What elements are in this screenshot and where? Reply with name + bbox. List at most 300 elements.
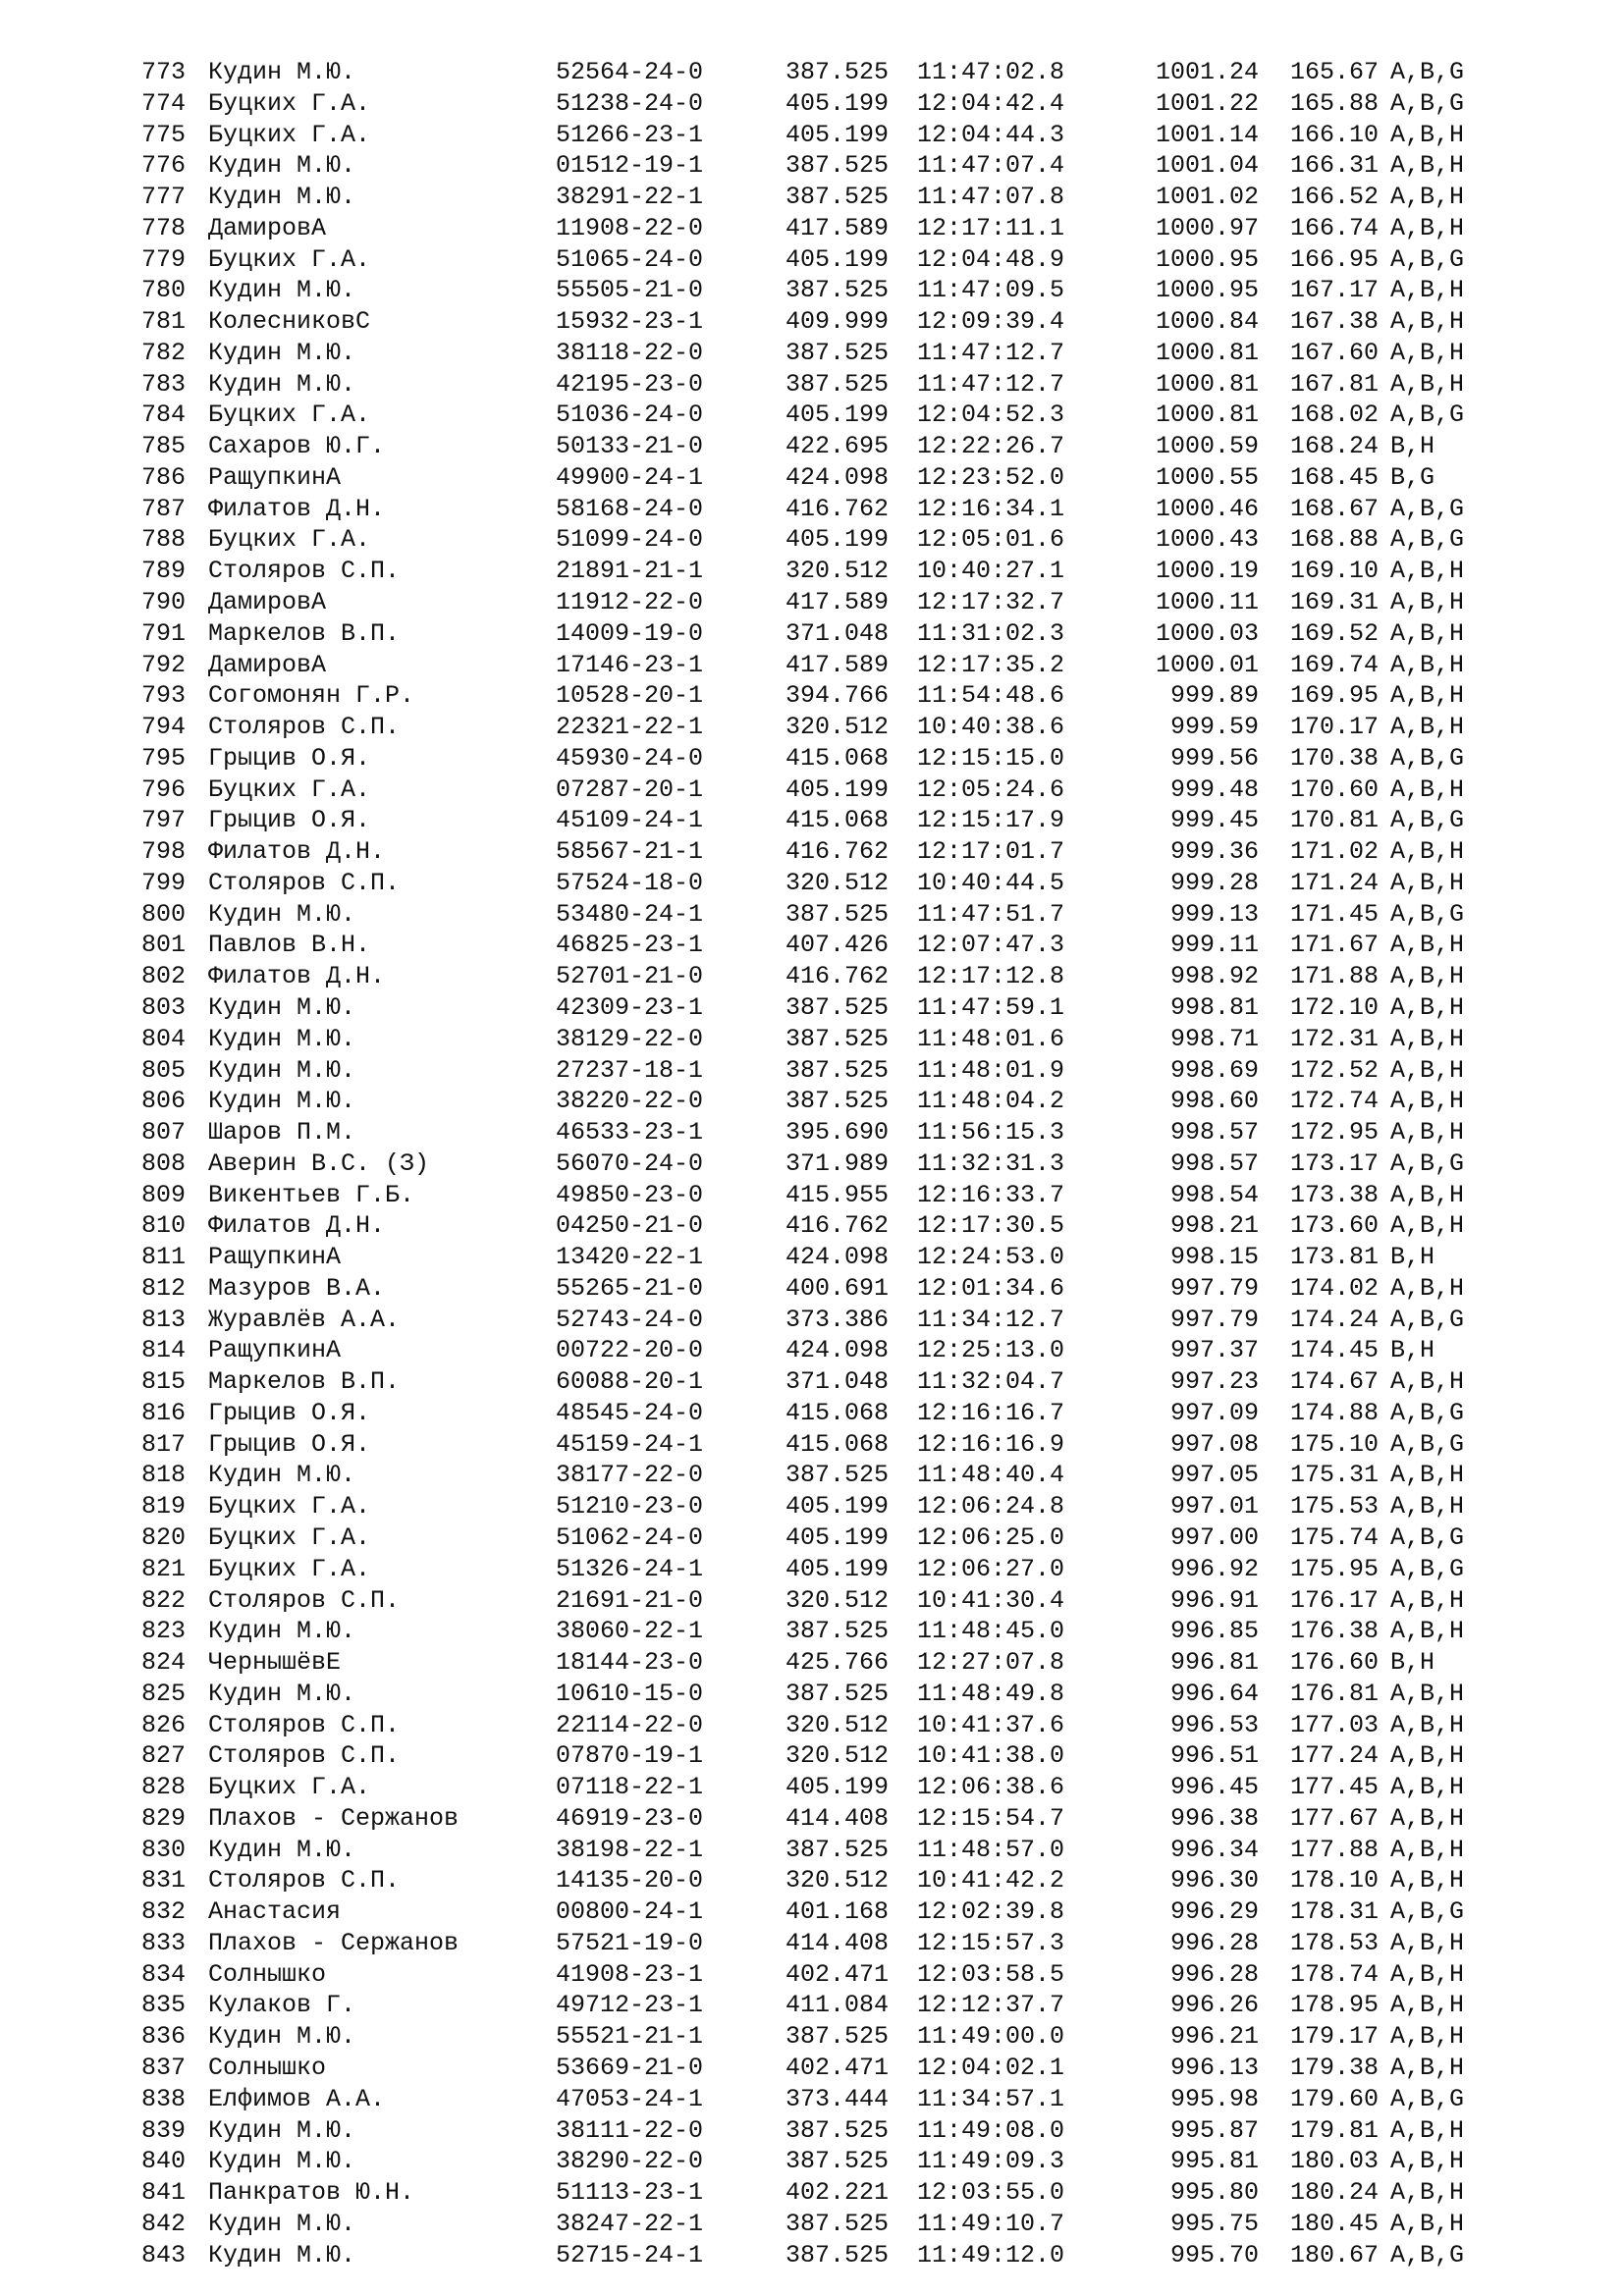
fancier-name: Буцких Г.А. <box>208 774 371 804</box>
fancier-name: Кулаков Г. <box>208 1991 356 2020</box>
coefficient-value: 167.17 <box>1289 276 1379 305</box>
distance-km: 371.048 <box>785 618 890 648</box>
category-flags: A,B,H <box>1390 1959 1465 1989</box>
speed-value: 995.70 <box>1169 2240 1259 2269</box>
distance-km: 387.525 <box>785 1024 890 1053</box>
ring-number: 52715-24-1 <box>556 2240 704 2269</box>
arrival-time: 12:12:37.7 <box>917 1991 1065 2020</box>
category-flags: A,B,G <box>1390 1398 1465 1427</box>
fancier-name: Грыцив О.Я. <box>208 1429 371 1459</box>
category-flags: B,H <box>1390 432 1435 461</box>
place-number: 813 <box>141 1305 187 1334</box>
arrival-time: 10:40:27.1 <box>917 557 1065 586</box>
speed-value: 998.69 <box>1169 1055 1259 1085</box>
speed-value: 996.26 <box>1169 1991 1259 2020</box>
arrival-time: 11:47:12.7 <box>917 369 1065 399</box>
coefficient-value: 175.95 <box>1289 1554 1379 1583</box>
coefficient-value: 176.17 <box>1289 1585 1379 1615</box>
category-flags: A,B,H <box>1390 1461 1465 1490</box>
arrival-time: 12:17:35.2 <box>917 650 1065 679</box>
fancier-name: Аверин В.С. (З) <box>208 1148 430 1178</box>
coefficient-value: 167.38 <box>1289 307 1379 337</box>
fancier-name: ДамировА <box>208 650 327 679</box>
ring-number: 51099-24-0 <box>556 525 704 555</box>
distance-km: 405.199 <box>785 1773 890 1802</box>
arrival-time: 12:06:25.0 <box>917 1522 1065 1552</box>
distance-km: 424.098 <box>785 1243 890 1272</box>
category-flags: A,B,H <box>1390 1273 1465 1303</box>
category-flags: A,B,H <box>1390 1710 1465 1739</box>
coefficient-value: 171.45 <box>1289 899 1379 929</box>
arrival-time: 10:41:37.6 <box>917 1710 1065 1739</box>
speed-value: 999.89 <box>1169 681 1259 711</box>
fancier-name: Столяров С.П. <box>208 868 401 897</box>
distance-km: 415.068 <box>785 1398 890 1427</box>
coefficient-value: 168.24 <box>1289 432 1379 461</box>
fancier-name: Кудин М.Ю. <box>208 183 356 212</box>
fancier-name: Кудин М.Ю. <box>208 1024 356 1053</box>
distance-km: 417.589 <box>785 213 890 242</box>
speed-value: 999.59 <box>1169 713 1259 742</box>
ring-number: 51326-24-1 <box>556 1554 704 1583</box>
arrival-time: 12:22:26.7 <box>917 432 1065 461</box>
coefficient-value: 178.53 <box>1289 1928 1379 1957</box>
place-number: 803 <box>141 992 187 1022</box>
fancier-name: Кудин М.Ю. <box>208 1461 356 1490</box>
coefficient-value: 169.95 <box>1289 681 1379 711</box>
fancier-name: Елфимов А.А. <box>208 2084 386 2113</box>
category-flags: A,B,H <box>1390 837 1465 867</box>
coefficient-value: 166.95 <box>1289 244 1379 274</box>
distance-km: 416.762 <box>785 1211 890 1241</box>
distance-km: 415.068 <box>785 1429 890 1459</box>
fancier-name: Филатов Д.Н. <box>208 1211 386 1241</box>
speed-value: 998.21 <box>1169 1211 1259 1241</box>
fancier-name: Кудин М.Ю. <box>208 338 356 367</box>
distance-km: 401.168 <box>785 1897 890 1927</box>
fancier-name: Плахов - Сержанов <box>208 1803 460 1833</box>
coefficient-value: 169.74 <box>1289 650 1379 679</box>
distance-km: 320.512 <box>785 1710 890 1739</box>
ring-number: 38177-22-0 <box>556 1461 704 1490</box>
distance-km: 387.525 <box>785 58 890 86</box>
fancier-name: Согомонян Г.Р. <box>208 681 415 711</box>
arrival-time: 11:49:08.0 <box>917 2115 1065 2145</box>
speed-value: 999.28 <box>1169 868 1259 897</box>
distance-km: 320.512 <box>785 713 890 742</box>
ring-number: 14009-19-0 <box>556 618 704 648</box>
place-number: 782 <box>141 338 187 367</box>
place-number: 837 <box>141 2054 187 2082</box>
ring-number: 01512-19-1 <box>556 151 704 181</box>
ring-number: 10610-15-0 <box>556 1679 704 1708</box>
speed-value: 1001.02 <box>1155 183 1259 212</box>
fancier-name: Кудин М.Ю. <box>208 992 356 1022</box>
ring-number: 38111-22-0 <box>556 2115 704 2145</box>
distance-km: 416.762 <box>785 494 890 523</box>
place-number: 776 <box>141 151 187 181</box>
fancier-name: Столяров С.П. <box>208 1866 401 1896</box>
ring-number: 45930-24-0 <box>556 743 704 773</box>
arrival-time: 12:16:16.9 <box>917 1429 1065 1459</box>
ring-number: 58567-21-1 <box>556 837 704 867</box>
speed-value: 1000.55 <box>1155 462 1259 492</box>
arrival-time: 11:34:12.7 <box>917 1305 1065 1334</box>
ring-number: 15932-23-1 <box>556 307 704 337</box>
arrival-time: 10:41:42.2 <box>917 1866 1065 1896</box>
distance-km: 415.068 <box>785 806 890 835</box>
arrival-time: 12:04:52.3 <box>917 400 1065 430</box>
distance-km: 320.512 <box>785 557 890 586</box>
speed-value: 995.98 <box>1169 2084 1259 2113</box>
speed-value: 997.79 <box>1169 1305 1259 1334</box>
coefficient-value: 179.81 <box>1289 2115 1379 2145</box>
arrival-time: 12:15:57.3 <box>917 1928 1065 1957</box>
ring-number: 51238-24-0 <box>556 88 704 118</box>
speed-value: 1000.97 <box>1155 213 1259 242</box>
speed-value: 998.60 <box>1169 1087 1259 1116</box>
arrival-time: 12:06:27.0 <box>917 1554 1065 1583</box>
coefficient-value: 171.67 <box>1289 931 1379 960</box>
ring-number: 22114-22-0 <box>556 1710 704 1739</box>
ring-number: 52564-24-0 <box>556 58 704 86</box>
category-flags: A,B,H <box>1390 369 1465 399</box>
ring-number: 50133-21-0 <box>556 432 704 461</box>
coefficient-value: 177.45 <box>1289 1773 1379 1802</box>
ring-number: 45159-24-1 <box>556 1429 704 1459</box>
place-number: 792 <box>141 650 187 679</box>
coefficient-value: 178.10 <box>1289 1866 1379 1896</box>
arrival-time: 11:56:15.3 <box>917 1118 1065 1148</box>
fancier-name: Кудин М.Ю. <box>208 1087 356 1116</box>
fancier-name: Журавлёв А.А. <box>208 1305 401 1334</box>
ring-number: 56070-24-0 <box>556 1148 704 1178</box>
speed-value: 996.34 <box>1169 1835 1259 1864</box>
speed-value: 1000.46 <box>1155 494 1259 523</box>
ring-number: 55265-21-0 <box>556 1273 704 1303</box>
speed-value: 996.28 <box>1169 1959 1259 1989</box>
distance-km: 402.471 <box>785 2054 890 2082</box>
speed-value: 998.54 <box>1169 1180 1259 1209</box>
ring-number: 38290-22-0 <box>556 2147 704 2176</box>
place-number: 839 <box>141 2115 187 2145</box>
arrival-time: 12:15:15.0 <box>917 743 1065 773</box>
speed-value: 998.57 <box>1169 1148 1259 1178</box>
distance-km: 424.098 <box>785 462 890 492</box>
arrival-time: 11:48:40.4 <box>917 1461 1065 1490</box>
coefficient-value: 169.31 <box>1289 588 1379 617</box>
ring-number: 51062-24-0 <box>556 1522 704 1552</box>
category-flags: B,H <box>1390 1648 1435 1678</box>
ring-number: 18144-23-0 <box>556 1648 704 1678</box>
fancier-name: Кудин М.Ю. <box>208 2240 356 2269</box>
distance-km: 407.426 <box>785 931 890 960</box>
place-number: 838 <box>141 2084 187 2113</box>
arrival-time: 11:48:01.9 <box>917 1055 1065 1085</box>
fancier-name: Панкратов Ю.Н. <box>208 2178 415 2208</box>
coefficient-value: 178.74 <box>1289 1959 1379 1989</box>
place-number: 843 <box>141 2240 187 2269</box>
fancier-name: Солнышко <box>208 2054 327 2082</box>
place-number: 834 <box>141 1959 187 1989</box>
coefficient-value: 174.45 <box>1289 1336 1379 1365</box>
place-number: 802 <box>141 962 187 991</box>
category-flags: A,B,G <box>1390 400 1465 430</box>
arrival-time: 12:17:32.7 <box>917 588 1065 617</box>
arrival-time: 12:04:48.9 <box>917 244 1065 274</box>
speed-value: 1000.19 <box>1155 557 1259 586</box>
coefficient-value: 172.95 <box>1289 1118 1379 1148</box>
coefficient-value: 176.38 <box>1289 1617 1379 1646</box>
place-number: 778 <box>141 213 187 242</box>
place-number: 798 <box>141 837 187 867</box>
place-number: 833 <box>141 1928 187 1957</box>
fancier-name: Кудин М.Ю. <box>208 276 356 305</box>
distance-km: 387.525 <box>785 1461 890 1490</box>
category-flags: A,B,H <box>1390 2054 1465 2082</box>
coefficient-value: 167.60 <box>1289 338 1379 367</box>
speed-value: 1000.95 <box>1155 276 1259 305</box>
ring-number: 51036-24-0 <box>556 400 704 430</box>
category-flags: A,B,H <box>1390 2178 1465 2208</box>
ring-number: 51210-23-0 <box>556 1492 704 1522</box>
ring-number: 49850-23-0 <box>556 1180 704 1209</box>
arrival-time: 11:47:07.8 <box>917 183 1065 212</box>
place-number: 816 <box>141 1398 187 1427</box>
coefficient-value: 177.24 <box>1289 1741 1379 1771</box>
place-number: 826 <box>141 1710 187 1739</box>
speed-value: 1000.11 <box>1155 588 1259 617</box>
arrival-time: 11:47:07.4 <box>917 151 1065 181</box>
speed-value: 1000.01 <box>1155 650 1259 679</box>
fancier-name: Кудин М.Ю. <box>208 369 356 399</box>
category-flags: A,B,G <box>1390 1897 1465 1927</box>
distance-km: 405.199 <box>785 1492 890 1522</box>
category-flags: A,B,H <box>1390 183 1465 212</box>
place-number: 796 <box>141 774 187 804</box>
category-flags: A,B,H <box>1390 2209 1465 2238</box>
ring-number: 11908-22-0 <box>556 213 704 242</box>
coefficient-value: 178.31 <box>1289 1897 1379 1927</box>
arrival-time: 11:49:09.3 <box>917 2147 1065 2176</box>
distance-km: 411.084 <box>785 1991 890 2020</box>
distance-km: 424.098 <box>785 1336 890 1365</box>
fancier-name: ЧернышёвЕ <box>208 1648 342 1678</box>
coefficient-value: 180.67 <box>1289 2240 1379 2269</box>
category-flags: A,B,G <box>1390 1429 1465 1459</box>
coefficient-value: 173.38 <box>1289 1180 1379 1209</box>
category-flags: A,B,H <box>1390 962 1465 991</box>
distance-km: 395.690 <box>785 1118 890 1148</box>
fancier-name: Кудин М.Ю. <box>208 2209 356 2238</box>
category-flags: A,B,H <box>1390 588 1465 617</box>
speed-value: 1000.81 <box>1155 400 1259 430</box>
ring-number: 17146-23-1 <box>556 650 704 679</box>
place-number: 781 <box>141 307 187 337</box>
arrival-time: 12:16:34.1 <box>917 494 1065 523</box>
arrival-time: 12:04:42.4 <box>917 88 1065 118</box>
coefficient-value: 180.45 <box>1289 2209 1379 2238</box>
speed-value: 999.45 <box>1169 806 1259 835</box>
fancier-name: КолесниковС <box>208 307 371 337</box>
ring-number: 49712-23-1 <box>556 1991 704 2020</box>
category-flags: A,B,G <box>1390 1148 1465 1178</box>
place-number: 840 <box>141 2147 187 2176</box>
speed-value: 996.64 <box>1169 1679 1259 1708</box>
coefficient-value: 176.60 <box>1289 1648 1379 1678</box>
coefficient-value: 171.24 <box>1289 868 1379 897</box>
ring-number: 53669-21-0 <box>556 2054 704 2082</box>
distance-km: 415.955 <box>785 1180 890 1209</box>
distance-km: 405.199 <box>785 1554 890 1583</box>
fancier-name: Сахаров Ю.Г. <box>208 432 386 461</box>
arrival-time: 12:06:24.8 <box>917 1492 1065 1522</box>
ring-number: 07287-20-1 <box>556 774 704 804</box>
fancier-name: Кудин М.Ю. <box>208 2147 356 2176</box>
fancier-name: Кудин М.Ю. <box>208 151 356 181</box>
arrival-time: 11:47:12.7 <box>917 338 1065 367</box>
place-number: 779 <box>141 244 187 274</box>
place-number: 824 <box>141 1648 187 1678</box>
fancier-name: Маркелов В.П. <box>208 1367 401 1397</box>
ring-number: 13420-22-1 <box>556 1243 704 1272</box>
ring-number: 38129-22-0 <box>556 1024 704 1053</box>
speed-value: 996.92 <box>1169 1554 1259 1583</box>
arrival-time: 11:54:48.6 <box>917 681 1065 711</box>
place-number: 800 <box>141 899 187 929</box>
arrival-time: 11:48:49.8 <box>917 1679 1065 1708</box>
place-number: 836 <box>141 2022 187 2052</box>
category-flags: A,B,H <box>1390 1803 1465 1833</box>
ring-number: 38060-22-1 <box>556 1617 704 1646</box>
place-number: 806 <box>141 1087 187 1116</box>
place-number: 794 <box>141 713 187 742</box>
distance-km: 402.221 <box>785 2178 890 2208</box>
coefficient-value: 175.10 <box>1289 1429 1379 1459</box>
fancier-name: Павлов В.Н. <box>208 931 371 960</box>
fancier-name: Буцких Г.А. <box>208 120 371 149</box>
distance-km: 373.386 <box>785 1305 890 1334</box>
speed-value: 1001.24 <box>1155 58 1259 86</box>
distance-km: 387.525 <box>785 2209 890 2238</box>
fancier-name: Шаров П.М. <box>208 1118 356 1148</box>
speed-value: 996.45 <box>1169 1773 1259 1802</box>
place-number: 786 <box>141 462 187 492</box>
distance-km: 416.762 <box>785 962 890 991</box>
arrival-time: 12:07:47.3 <box>917 931 1065 960</box>
distance-km: 402.471 <box>785 1959 890 1989</box>
ring-number: 22321-22-1 <box>556 713 704 742</box>
ring-number: 07118-22-1 <box>556 1773 704 1802</box>
arrival-time: 11:49:10.7 <box>917 2209 1065 2238</box>
distance-km: 414.408 <box>785 1803 890 1833</box>
coefficient-value: 180.03 <box>1289 2147 1379 2176</box>
place-number: 811 <box>141 1243 187 1272</box>
distance-km: 414.408 <box>785 1928 890 1957</box>
category-flags: A,B,H <box>1390 1991 1465 2020</box>
speed-value: 996.53 <box>1169 1710 1259 1739</box>
ring-number: 27237-18-1 <box>556 1055 704 1085</box>
category-flags: A,B,H <box>1390 1617 1465 1646</box>
place-number: 783 <box>141 369 187 399</box>
fancier-name: Кудин М.Ю. <box>208 1055 356 1085</box>
coefficient-value: 169.52 <box>1289 618 1379 648</box>
distance-km: 405.199 <box>785 88 890 118</box>
place-number: 827 <box>141 1741 187 1771</box>
distance-km: 387.525 <box>785 2022 890 2052</box>
ring-number: 38118-22-0 <box>556 338 704 367</box>
place-number: 842 <box>141 2209 187 2238</box>
distance-km: 409.999 <box>785 307 890 337</box>
category-flags: A,B,H <box>1390 774 1465 804</box>
distance-km: 400.691 <box>785 1273 890 1303</box>
arrival-time: 12:17:30.5 <box>917 1211 1065 1241</box>
distance-km: 415.068 <box>785 743 890 773</box>
category-flags: A,B,G <box>1390 58 1465 86</box>
arrival-time: 12:17:12.8 <box>917 962 1065 991</box>
coefficient-value: 178.95 <box>1289 1991 1379 2020</box>
speed-value: 996.13 <box>1169 2054 1259 2082</box>
distance-km: 387.525 <box>785 2147 890 2176</box>
coefficient-value: 172.10 <box>1289 992 1379 1022</box>
arrival-time: 10:40:38.6 <box>917 713 1065 742</box>
speed-value: 998.81 <box>1169 992 1259 1022</box>
coefficient-value: 177.67 <box>1289 1803 1379 1833</box>
arrival-time: 11:47:59.1 <box>917 992 1065 1022</box>
arrival-time: 12:16:33.7 <box>917 1180 1065 1209</box>
ring-number: 60088-20-1 <box>556 1367 704 1397</box>
arrival-time: 12:06:38.6 <box>917 1773 1065 1802</box>
arrival-time: 12:23:52.0 <box>917 462 1065 492</box>
arrival-time: 12:03:55.0 <box>917 2178 1065 2208</box>
coefficient-value: 170.60 <box>1289 774 1379 804</box>
ring-number: 58168-24-0 <box>556 494 704 523</box>
category-flags: A,B,H <box>1390 1118 1465 1148</box>
distance-km: 416.762 <box>785 837 890 867</box>
category-flags: B,G <box>1390 462 1435 492</box>
place-number: 841 <box>141 2178 187 2208</box>
arrival-time: 12:09:39.4 <box>917 307 1065 337</box>
place-number: 784 <box>141 400 187 430</box>
place-number: 804 <box>141 1024 187 1053</box>
fancier-name: Кудин М.Ю. <box>208 2022 356 2052</box>
fancier-name: Столяров С.П. <box>208 1741 401 1771</box>
fancier-name: РащупкинА <box>208 462 342 492</box>
fancier-name: Кудин М.Ю. <box>208 1679 356 1708</box>
speed-value: 997.00 <box>1169 1522 1259 1552</box>
place-number: 787 <box>141 494 187 523</box>
category-flags: A,B,H <box>1390 1679 1465 1708</box>
arrival-time: 12:27:07.8 <box>917 1648 1065 1678</box>
arrival-time: 12:01:34.6 <box>917 1273 1065 1303</box>
category-flags: A,B,G <box>1390 2084 1465 2113</box>
place-number: 793 <box>141 681 187 711</box>
coefficient-value: 166.10 <box>1289 120 1379 149</box>
distance-km: 425.766 <box>785 1648 890 1678</box>
place-number: 805 <box>141 1055 187 1085</box>
speed-value: 1000.03 <box>1155 618 1259 648</box>
category-flags: A,B,H <box>1390 868 1465 897</box>
arrival-time: 11:34:57.1 <box>917 2084 1065 2113</box>
fancier-name: Буцких Г.А. <box>208 88 371 118</box>
ring-number: 53480-24-1 <box>556 899 704 929</box>
category-flags: A,B,G <box>1390 743 1465 773</box>
coefficient-value: 172.31 <box>1289 1024 1379 1053</box>
coefficient-value: 179.38 <box>1289 2054 1379 2082</box>
fancier-name: Кудин М.Ю. <box>208 1617 356 1646</box>
place-number: 797 <box>141 806 187 835</box>
distance-km: 422.695 <box>785 432 890 461</box>
